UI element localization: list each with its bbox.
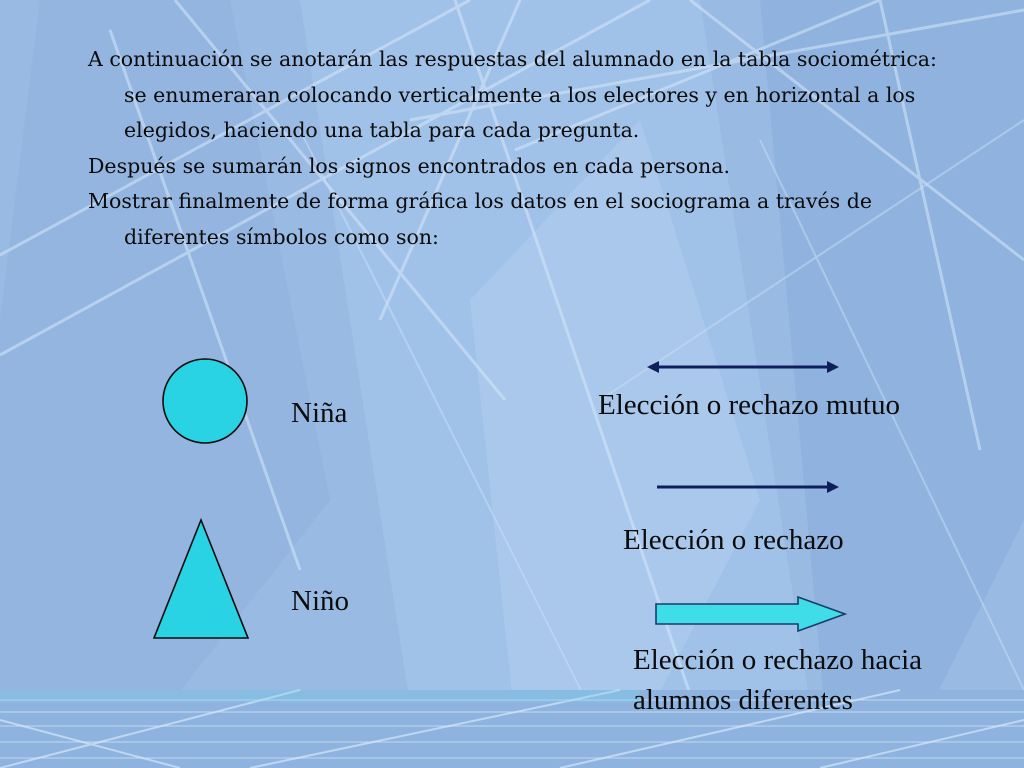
different-label-line2: alumnos diferentes xyxy=(633,684,853,716)
boy-label: Niño xyxy=(291,585,349,617)
block-arrow-icon xyxy=(653,594,849,634)
paragraph: A continuación se anotarán las respuestas del alumnado en la tabla sociométrica: se enumeraran colocando verticalmente a los electores y en horizontal a los elegidos, haciendo una tabla para cada pregunta. xyxy=(88,47,937,142)
circle-icon xyxy=(160,356,250,446)
triangle-icon xyxy=(150,516,252,642)
paragraph: Después se sumarán los signos encontrados en cada persona. xyxy=(88,153,730,178)
girl-label: Niña xyxy=(291,397,348,429)
body-text xyxy=(88,42,948,255)
different-label-line1: Elección o rechazo hacia xyxy=(633,644,923,676)
single-arrow-icon xyxy=(655,476,841,498)
paragraph: Mostrar finalmente de forma gráfica los datos en el sociograma a través de diferentes símbolos como son: xyxy=(88,189,872,249)
double-headed-arrow-icon xyxy=(645,356,841,378)
single-label: Elección o rechazo xyxy=(623,524,844,556)
mutual-label: Elección o rechazo mutuo xyxy=(598,389,900,421)
